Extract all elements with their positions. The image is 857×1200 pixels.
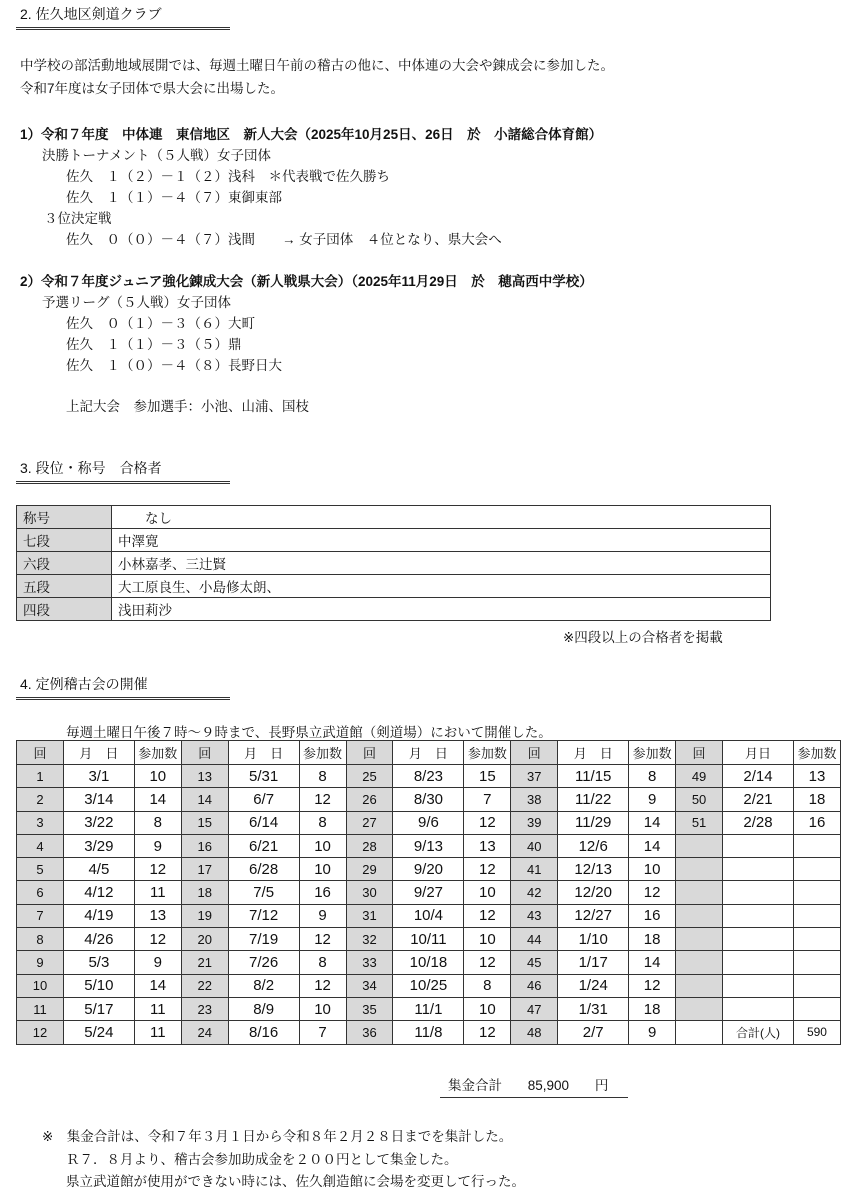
event-2-line: 佐久 ０（１）－３（６）大町: [66, 316, 255, 331]
session-no: [676, 904, 723, 927]
session-count: 16: [793, 811, 840, 834]
session-date: 8/30: [393, 788, 464, 811]
event-1-line: ３位決定戦: [44, 211, 112, 226]
session-count: 8: [299, 765, 346, 788]
session-no: [676, 928, 723, 951]
session-date: 7/19: [228, 928, 299, 951]
table-header-row: [17, 741, 841, 765]
session-date: 11/1: [393, 997, 464, 1020]
session-no: 43: [511, 904, 558, 927]
rank-grade: 五段: [17, 575, 112, 598]
collection-label: 集金合計: [448, 1078, 502, 1093]
session-count: 8: [629, 765, 676, 788]
intro-line-1: 中学校の部活動地域展開では、毎週土曜日午前の稽古の他に、中体連の大会や錬成会に参加した。: [20, 58, 614, 73]
session-date: 3/14: [63, 788, 134, 811]
session-no: 41: [511, 858, 558, 881]
session-no: 45: [511, 951, 558, 974]
session-date: [723, 881, 794, 904]
session-count: 18: [793, 788, 840, 811]
event-1-line: 決勝トーナメント（５人戦）女子団体: [42, 148, 271, 163]
header-date: 月 日: [558, 741, 629, 765]
session-count: 12: [464, 904, 511, 927]
session-date: 5/10: [63, 974, 134, 997]
session-date: 2/14: [723, 765, 794, 788]
session-no: 29: [346, 858, 393, 881]
session-date: 2/21: [723, 788, 794, 811]
session-no: 30: [346, 881, 393, 904]
session-no: 24: [181, 1021, 228, 1044]
session-date: 5/17: [63, 997, 134, 1020]
header-no: 回: [346, 741, 393, 765]
header-no: 回: [676, 741, 723, 765]
session-count: 12: [134, 858, 181, 881]
session-count: 14: [629, 834, 676, 857]
session-count: [793, 974, 840, 997]
session-date: [723, 858, 794, 881]
session-no: 5: [17, 858, 64, 881]
event-2-line: 予選リーグ（５人戦）女子団体: [42, 295, 231, 310]
event-2-line: 佐久 １（１）－３（５）鼎: [66, 337, 242, 352]
header-count: 参加数: [793, 741, 840, 765]
session-date: 2/28: [723, 811, 794, 834]
session-count: 14: [134, 788, 181, 811]
session-date: 4/12: [63, 881, 134, 904]
header-count: 参加数: [629, 741, 676, 765]
rank-grade: 称号: [17, 506, 112, 529]
total-label: 合計(人): [723, 1021, 794, 1044]
rank-row: [17, 506, 771, 529]
event-1-line: 佐久 １（２）－１（２）浅科 ＊代表戦で佐久勝ち: [66, 169, 390, 184]
session-date: 5/31: [228, 765, 299, 788]
header-date: 月 日: [228, 741, 299, 765]
session-count: 11: [134, 997, 181, 1020]
table-row: [17, 997, 841, 1020]
session-count: 9: [629, 788, 676, 811]
session-date: [723, 951, 794, 974]
session-no: 27: [346, 811, 393, 834]
table-row: [17, 904, 841, 927]
session-no: 6: [17, 881, 64, 904]
session-no: 32: [346, 928, 393, 951]
session-count: 12: [629, 881, 676, 904]
section-3-title: 3. 段位・称号 合格者: [16, 458, 230, 484]
session-no: 37: [511, 765, 558, 788]
collection-unit: 円: [594, 1078, 609, 1093]
session-count: 12: [464, 811, 511, 834]
session-count: 15: [464, 765, 511, 788]
session-count: [793, 951, 840, 974]
rank-row: [17, 552, 771, 575]
section-2-title: 2. 佐久地区剣道クラブ: [16, 4, 230, 30]
session-count: 12: [299, 788, 346, 811]
session-count: 7: [299, 1021, 346, 1044]
session-date: 9/6: [393, 811, 464, 834]
session-no: [676, 951, 723, 974]
session-no: 2: [17, 788, 64, 811]
session-count: 8: [299, 951, 346, 974]
session-count: 10: [299, 858, 346, 881]
rank-note: ※四段以上の合格者を掲載: [563, 630, 723, 645]
session-no: 50: [676, 788, 723, 811]
rank-row: [17, 598, 771, 621]
total-value: 590: [793, 1021, 840, 1044]
session-date: 7/26: [228, 951, 299, 974]
session-no: 10: [17, 974, 64, 997]
session-no: 18: [181, 881, 228, 904]
session-count: 10: [299, 834, 346, 857]
session-no: 33: [346, 951, 393, 974]
session-no: 19: [181, 904, 228, 927]
header-count: 参加数: [134, 741, 181, 765]
session-count: 7: [464, 788, 511, 811]
session-date: 6/28: [228, 858, 299, 881]
session-no: 49: [676, 765, 723, 788]
session-no: 23: [181, 997, 228, 1020]
session-date: [723, 997, 794, 1020]
session-date: 11/29: [558, 811, 629, 834]
table-row: [17, 811, 841, 834]
session-date: 6/21: [228, 834, 299, 857]
intro-line-2: 令和7年度は女子団体で県大会に出場した。: [20, 81, 285, 96]
session-count: 13: [464, 834, 511, 857]
session-no: 4: [17, 834, 64, 857]
session-date: 10/18: [393, 951, 464, 974]
table-row: [17, 928, 841, 951]
session-date: 12/6: [558, 834, 629, 857]
session-no: 15: [181, 811, 228, 834]
session-date: 9/20: [393, 858, 464, 881]
session-no: 16: [181, 834, 228, 857]
session-date: 2/7: [558, 1021, 629, 1044]
session-no: 8: [17, 928, 64, 951]
session-count: 9: [629, 1021, 676, 1044]
practice-table: [16, 740, 841, 1045]
session-date: 1/31: [558, 997, 629, 1020]
rank-grade: 七段: [17, 529, 112, 552]
table-row: [17, 765, 841, 788]
session-count: 12: [464, 858, 511, 881]
event-2-line: 佐久 １（０）－４（８）長野日大: [66, 358, 282, 373]
event-1-heading: 1）令和７年度 中体連 東信地区 新人大会（2025年10月25日、26日 於 小諸総合体育館）: [20, 127, 603, 142]
session-count: 9: [134, 951, 181, 974]
table-row: [17, 951, 841, 974]
session-count: [793, 881, 840, 904]
session-no: 3: [17, 811, 64, 834]
header-date: 月日: [723, 741, 794, 765]
session-count: 10: [134, 765, 181, 788]
table-row: [17, 834, 841, 857]
session-date: 8/2: [228, 974, 299, 997]
session-no: [676, 881, 723, 904]
header-date: 月 日: [63, 741, 134, 765]
note-line: ※ 集金合計は、令和７年３月１日から令和８年２月２８日までを集計した。: [42, 1129, 513, 1144]
session-count: 13: [134, 904, 181, 927]
session-count: 12: [629, 974, 676, 997]
session-date: 1/24: [558, 974, 629, 997]
session-no: 38: [511, 788, 558, 811]
session-no: 48: [511, 1021, 558, 1044]
session-no: 39: [511, 811, 558, 834]
session-date: 12/20: [558, 881, 629, 904]
session-count: 14: [134, 974, 181, 997]
table-row: [17, 1021, 841, 1044]
note-line: 県立武道館が使用ができない時には、佐久創造館に会場を変更して行った。: [66, 1174, 525, 1189]
session-no: 14: [181, 788, 228, 811]
session-count: 16: [629, 904, 676, 927]
rank-names: 浅田莉沙: [112, 598, 771, 621]
session-no: 28: [346, 834, 393, 857]
session-count: 12: [299, 974, 346, 997]
session-count: 8: [464, 974, 511, 997]
table-row: [17, 858, 841, 881]
session-no: 9: [17, 951, 64, 974]
session-count: 11: [134, 1021, 181, 1044]
session-date: 7/12: [228, 904, 299, 927]
session-count: [793, 858, 840, 881]
event-1-line: 佐久 ０（０）－４（７）浅間 → 女子団体 ４位となり、県大会へ: [66, 232, 502, 247]
session-no: 34: [346, 974, 393, 997]
session-date: 3/1: [63, 765, 134, 788]
rank-names: 大工原良生、小島修太朗、: [112, 575, 771, 598]
session-date: 4/26: [63, 928, 134, 951]
session-count: 12: [134, 928, 181, 951]
header-no: 回: [17, 741, 64, 765]
session-date: 11/15: [558, 765, 629, 788]
session-count: 14: [629, 951, 676, 974]
session-date: 11/22: [558, 788, 629, 811]
session-count: 14: [629, 811, 676, 834]
session-date: 1/17: [558, 951, 629, 974]
header-count: 参加数: [464, 741, 511, 765]
session-no: [676, 834, 723, 857]
session-date: 11/8: [393, 1021, 464, 1044]
rank-row: [17, 575, 771, 598]
session-count: [793, 834, 840, 857]
session-no: 21: [181, 951, 228, 974]
session-date: 5/24: [63, 1021, 134, 1044]
session-no: 25: [346, 765, 393, 788]
session-date: 1/10: [558, 928, 629, 951]
section-4-title: 4. 定例稽古会の開催: [16, 674, 230, 700]
session-no: 42: [511, 881, 558, 904]
table-row: [17, 881, 841, 904]
session-no: [676, 858, 723, 881]
header-no: 回: [511, 741, 558, 765]
rank-names: 小林嘉孝、三辻賢: [112, 552, 771, 575]
session-date: 9/13: [393, 834, 464, 857]
rank-names: 中澤寛: [112, 529, 771, 552]
session-count: 11: [134, 881, 181, 904]
collection-value: 85,900: [527, 1078, 570, 1093]
session-no: 46: [511, 974, 558, 997]
session-date: 9/27: [393, 881, 464, 904]
session-date: 6/14: [228, 811, 299, 834]
session-no: [676, 997, 723, 1020]
header-no: 回: [181, 741, 228, 765]
rank-row: [17, 529, 771, 552]
session-no: 40: [511, 834, 558, 857]
session-count: 10: [464, 881, 511, 904]
session-date: 8/23: [393, 765, 464, 788]
session-no: 11: [17, 997, 64, 1020]
rank-names: なし: [112, 506, 771, 529]
session-count: 12: [464, 951, 511, 974]
session-no: 35: [346, 997, 393, 1020]
session-no: 13: [181, 765, 228, 788]
session-count: 10: [299, 997, 346, 1020]
session-no: 12: [17, 1021, 64, 1044]
session-date: 8/16: [228, 1021, 299, 1044]
session-no: 22: [181, 974, 228, 997]
session-date: 10/11: [393, 928, 464, 951]
rank-grade: 六段: [17, 552, 112, 575]
session-date: 3/22: [63, 811, 134, 834]
session-no: 7: [17, 904, 64, 927]
session-count: [793, 904, 840, 927]
session-count: 10: [464, 928, 511, 951]
event-2-heading: 2）令和７年度ジュニア強化錬成大会（新人戦県大会）（2025年11月29日 於 穂高西中学校）: [20, 274, 593, 289]
event-1-line: 佐久 １（１）－４（７）東御東部: [66, 190, 282, 205]
session-date: [723, 928, 794, 951]
event-2-participants: 上記大会 参加選手：小池、山浦、国枝: [66, 399, 309, 414]
session-no: 36: [346, 1021, 393, 1044]
session-date: [723, 834, 794, 857]
session-date: 12/13: [558, 858, 629, 881]
session-no: 1: [17, 765, 64, 788]
session-date: 10/25: [393, 974, 464, 997]
session-no: [676, 974, 723, 997]
session-no: 44: [511, 928, 558, 951]
session-count: 8: [134, 811, 181, 834]
session-date: 6/7: [228, 788, 299, 811]
session-count: [793, 928, 840, 951]
session-count: 18: [629, 997, 676, 1020]
session-no: 31: [346, 904, 393, 927]
session-no: 51: [676, 811, 723, 834]
session-count: 10: [629, 858, 676, 881]
session-date: [723, 904, 794, 927]
session-count: 13: [793, 765, 840, 788]
session-date: 12/27: [558, 904, 629, 927]
session-date: 4/5: [63, 858, 134, 881]
session-no: [676, 1021, 723, 1044]
session-count: 12: [464, 1021, 511, 1044]
session-count: 12: [299, 928, 346, 951]
session-count: 9: [134, 834, 181, 857]
table-row: [17, 788, 841, 811]
session-no: 47: [511, 997, 558, 1020]
session-date: 7/5: [228, 881, 299, 904]
session-date: 5/3: [63, 951, 134, 974]
header-date: 月 日: [393, 741, 464, 765]
practice-intro: 毎週土曜日午後７時～９時まで、長野県立武道館（剣道場）において開催した。: [66, 725, 552, 740]
rank-grade: 四段: [17, 598, 112, 621]
collection-total: [440, 1074, 628, 1098]
session-count: 18: [629, 928, 676, 951]
session-count: [793, 997, 840, 1020]
note-line: Ｒ７．８月より、稽古会参加助成金を２００円として集金した。: [66, 1152, 458, 1167]
rank-table: [16, 505, 771, 621]
session-date: 3/29: [63, 834, 134, 857]
session-date: [723, 974, 794, 997]
session-count: 16: [299, 881, 346, 904]
session-count: 8: [299, 811, 346, 834]
header-count: 参加数: [299, 741, 346, 765]
session-count: 10: [464, 997, 511, 1020]
session-count: 9: [299, 904, 346, 927]
session-date: 10/4: [393, 904, 464, 927]
session-no: 20: [181, 928, 228, 951]
session-no: 26: [346, 788, 393, 811]
session-date: 4/19: [63, 904, 134, 927]
session-date: 8/9: [228, 997, 299, 1020]
session-no: 17: [181, 858, 228, 881]
table-row: [17, 974, 841, 997]
